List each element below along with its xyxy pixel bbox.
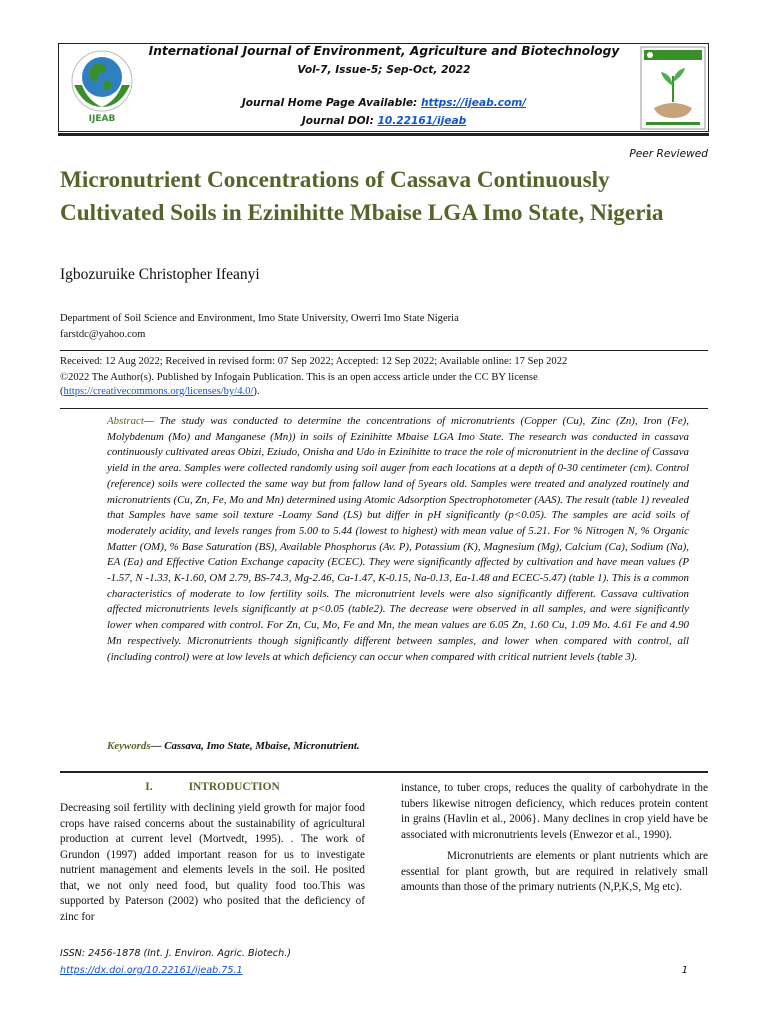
header-bottom-rule	[58, 133, 709, 136]
journal-title: International Journal of Environment, Agriculture and Biotechnology	[148, 44, 620, 58]
section-number: I.	[145, 781, 153, 793]
license-statement: ©2022 The Author(s). Published by Infogain Publication. This is an open access article under the CC BY license	[60, 372, 538, 383]
section-title: INTRODUCTION	[188, 781, 280, 793]
journal-doi-label: Journal DOI:	[301, 115, 378, 127]
paragraph: Micronutrients are elements or plant nutrients which are essential for plant growth, but are required in relatively small amounts than those of the primary nutrients (N,P,K,S, Mg etc).	[401, 850, 708, 894]
introduction-right-column	[401, 781, 708, 896]
abstract	[107, 414, 689, 665]
svg-text:IJEAB: IJEAB	[88, 114, 116, 124]
introduction-left-column	[60, 801, 365, 925]
journal-home-page	[140, 97, 628, 109]
keywords-text: Cassava, Imo State, Mbaise, Micronutrient.	[164, 740, 360, 752]
paragraph: Decreasing soil fertility with declining yield growth for major food crops have raised concerns about the sustainability of agricultural production at current level (Mortvedt, 1995). . The work of Grundon (1997) added important reason for us to investigate nutrient management and elements levels in the soil. He posited that, we not only need food, but quality food too.This was supported by Paterson (2002) who posited that the deficiency of zinc for	[60, 802, 365, 923]
abstract-text: The study was conducted to determine the concentrations of micronutrients (Copper (Cu), Zinc (Zn), Iron (Fe), Molybdenum (Mo) and Manganese (Mn)) in soils of Ezinihitte Mbaise LGA Imo State. The research was conducted in cassava continuously cultivated areas Obizi, Eziudo, Onisha and Udo in Ezinihitte to trace the role of micronutrient in the decline of Cassava yield in the area. Samples were collected randomly using soil auger from each locations at a depth of 0-30 centimeter (cm). Control (reference) soils were collected the same way but from fallow land of 5years old. Samples were treated and analyzed routinely and micronutrients (Cu, Zn, Fe, Mo and Mn) determined using Atomic Adsorption Spectrophotometer (AAS). The result (table 1) revealed that Samples have same soil texture -Loamy Sand (LS) but differ in pH significantly (p<0.05). The samples are acid soils of moderately acidity, and levels ranges from 5.00 to 5.44 (lowest to highest) with mean value of 5.21. For % Nitrogen N, % Organic Matter (OM), % Base Saturation (BS), Available Phosphorus (Av. P), Potassium (K), Magnesium (Mg), Calcium (Ca), Sodium (Na), EA (Ea) and Effective Cation Exchange capacity (ECEC). They were significantly affected by cultivation and have mean values (P -1.57, N -1.33, K-1.60, OM 2.79, BS-74.3, Mg-2.46, Ca-1.47, K-0.15, Na-0.13, Ea-1.48 and ECEC-5.47) (table 1). This is a common characteristics of moderate to low fertility soils. The micronutrient levels were also significantly different. Cassava cultivation affected micronutrients levels significantly at p<0.05 (table2). The decrease were observed in all samples, and were significantly lower when compared with control. For Zn, Cu, Mo, Fe and Mn, the mean values are 6.05 Zn, 1.60 Cu, 1.09 Mo. 4.61 Fe and 4.90 Mn respectively. Micronutrients though significantly different between samples, and lower when compared with control, all (including control) were at low levels at which deficiency can occur when compared with critical nutrient levels (table 3).	[107, 415, 690, 663]
journal-cover-thumbnail-icon	[640, 46, 706, 130]
abstract-dash: —	[143, 415, 160, 427]
keywords	[107, 740, 689, 752]
divider	[60, 408, 708, 409]
page-number: 1	[681, 965, 688, 976]
journal-doi-link[interactable]: 10.22161/ijeab	[377, 115, 467, 127]
license-open-paren: (	[60, 386, 64, 397]
keywords-dash: —	[150, 740, 165, 752]
article-dates: Received: 12 Aug 2022; Received in revised form: 07 Sep 2022; Accepted: 12 Sep 2022; Available online: 17 Sep 2022	[60, 356, 568, 367]
journal-logo-left-icon	[64, 47, 140, 127]
divider	[60, 350, 708, 351]
paragraph: instance, to tuber crops, reduces the quality of carbohydrate in the tubers likewise nitrogen deficiency, which reduces protein content in grains (Havlin et al., 2006}. Many declines in crop yield have be associated with micronutrients levels (Enwezor et al., 1990).	[401, 782, 708, 841]
author-email: farstdc@yahoo.com	[60, 329, 146, 340]
footer-doi-link[interactable]: https://dx.doi.org/10.22161/ijeab.75.1	[60, 965, 243, 976]
journal-volume-issue: Vol-7, Issue-5; Sep-Oct, 2022	[297, 64, 471, 76]
author-name: Igbozuruike Christopher Ifeanyi	[60, 266, 260, 283]
journal-doi	[140, 115, 628, 127]
introduction-heading	[60, 781, 365, 793]
paper-title: Micronutrient Concentrations of Cassava Continuously Cultivated Soils in Ezinihitte Mbaise LGA Imo State, Nigeria	[60, 167, 664, 226]
license-link[interactable]: https://creativecommons.org/licenses/by/4.0/	[63, 386, 254, 397]
journal-home-link[interactable]: https://ijeab.com/	[420, 97, 527, 109]
abstract-heading: Abstract	[107, 415, 144, 427]
section-divider	[60, 771, 708, 773]
journal-home-label: Journal Home Page Available:	[241, 97, 421, 109]
author-affiliation: Department of Soil Science and Environment, Imo State University, Owerri Imo State Nigeria	[60, 313, 459, 324]
license-link-line	[60, 386, 260, 397]
peer-reviewed-label: Peer Reviewed	[629, 148, 708, 160]
keywords-heading: Keywords	[107, 740, 151, 752]
footer-issn: ISSN: 2456-1878 (Int. J. Environ. Agric. Biotech.)	[60, 948, 291, 959]
license-close-paren: ).	[253, 386, 260, 397]
